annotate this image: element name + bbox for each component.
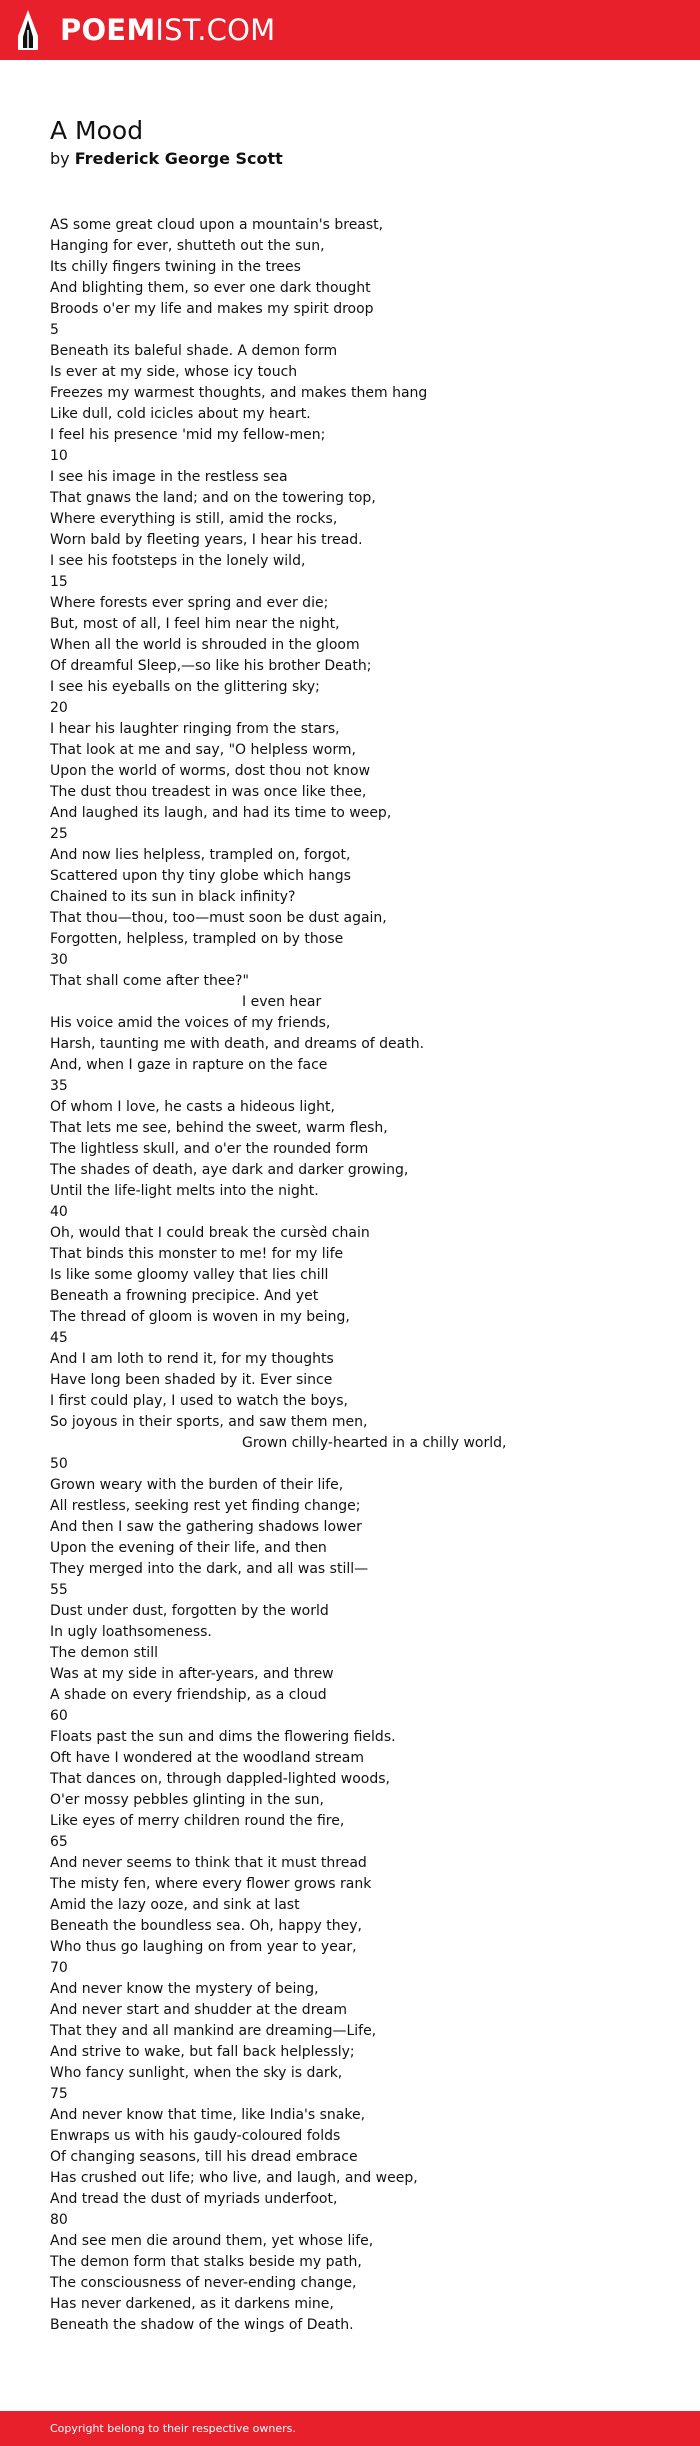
- poem-line: Worn bald by fleeting years, I hear his tread.: [50, 532, 363, 548]
- poem-line: And I am loth to rend it, for my thoughts: [50, 1351, 334, 1367]
- poem-line: Oft have I wondered at the woodland stream: [50, 1750, 364, 1766]
- poem-line: Where everything is still, amid the rocks,: [50, 511, 338, 527]
- poem-line: They merged into the dark, and all was still—: [50, 1561, 369, 1577]
- poem-line: The consciousness of never-ending change,: [50, 2275, 357, 2291]
- line-number: 80: [50, 2212, 68, 2228]
- poem-line: Dust under dust, forgotten by the world: [50, 1603, 329, 1619]
- poem-content: [50, 116, 670, 2336]
- poem-line: Harsh, taunting me with death, and dreams of death.: [50, 1036, 425, 1052]
- line-number: 75: [50, 2086, 68, 2102]
- line-number: 35: [50, 1078, 68, 1094]
- line-number: 30: [50, 952, 68, 968]
- poem-line: I see his eyeballs on the glittering sky;: [50, 679, 320, 695]
- poem-line: Like dull, cold icicles about my heart.: [50, 406, 311, 422]
- poem-line: And never know that time, like India's snake,: [50, 2107, 366, 2123]
- poem-line: The demon still: [50, 1645, 158, 1661]
- pen-nib-icon[interactable]: [18, 10, 38, 50]
- poem-line: And blighting them, so ever one dark thought: [50, 280, 371, 296]
- poem-line: Of whom I love, he casts a hideous light,: [50, 1099, 335, 1115]
- site-header: [0, 0, 700, 60]
- poem-line: Is ever at my side, whose icy touch: [50, 364, 298, 380]
- poem-line: I even hear: [242, 994, 322, 1010]
- line-number: 15: [50, 574, 68, 590]
- poem-line: That look at me and say, "O helpless worm,: [50, 742, 356, 758]
- poem-line: Beneath the shadow of the wings of Death.: [50, 2317, 354, 2333]
- poem-line: Forgotten, helpless, trampled on by those: [50, 931, 344, 947]
- poem-line: Until the life-light melts into the night.: [50, 1183, 319, 1199]
- line-number: 70: [50, 1960, 68, 1976]
- poem-line: That shall come after thee?": [50, 973, 249, 989]
- line-number: 50: [50, 1456, 68, 1472]
- poem-line: Is like some gloomy valley that lies chill: [50, 1267, 329, 1283]
- author-name[interactable]: Frederick George Scott: [74, 149, 283, 168]
- poem-line: I hear his laughter ringing from the stars,: [50, 721, 340, 737]
- poem-line: That binds this monster to me! for my life: [50, 1246, 344, 1262]
- poem-body: [50, 215, 670, 2336]
- poem-line: That thou—thou, too—must soon be dust again,: [50, 910, 387, 926]
- poem-line: Of dreamful Sleep,—so like his brother Death;: [50, 658, 372, 674]
- logo-text-bold: POEM: [60, 13, 156, 47]
- poem-line: In ugly loathsomeness.: [50, 1624, 212, 1640]
- poem-line: I feel his presence 'mid my fellow-men;: [50, 427, 326, 443]
- poem-line: Grown chilly-hearted in a chilly world,: [242, 1435, 507, 1451]
- poem-title: A Mood: [50, 116, 144, 145]
- poem-line: And never know the mystery of being,: [50, 1981, 319, 1997]
- line-number: 60: [50, 1708, 68, 1724]
- poem-line: Amid the lazy ooze, and sink at last: [50, 1897, 300, 1913]
- poem-line: And see men die around them, yet whose life,: [50, 2233, 374, 2249]
- poem-line: And laughed its laugh, and had its time to weep,: [50, 805, 392, 821]
- poem-line: Scattered upon thy tiny globe which hangs: [50, 868, 351, 884]
- line-number: 45: [50, 1330, 68, 1346]
- poem-line: Hanging for ever, shutteth out the sun,: [50, 238, 325, 254]
- poem-line: That dances on, through dappled-lighted woods,: [50, 1771, 391, 1787]
- poem-line: And now lies helpless, trampled on, forgot,: [50, 847, 351, 863]
- poem-line: Has crushed out life; who live, and laugh, and weep,: [50, 2170, 418, 2186]
- poem-line: The dust thou treadest in was once like thee,: [50, 784, 367, 800]
- poem-line: Oh, would that I could break the cursèd chain: [50, 1225, 370, 1241]
- poem-line: But, most of all, I feel him near the night,: [50, 616, 340, 632]
- line-number: 5: [50, 322, 59, 338]
- poem-line: Has never darkened, as it darkens mine,: [50, 2296, 334, 2312]
- line-number: 65: [50, 1834, 68, 1850]
- poem-line: The lightless skull, and o'er the rounded form: [50, 1141, 369, 1157]
- poem-line: Who fancy sunlight, when the sky is dark,: [50, 2065, 343, 2081]
- poem-line: And, when I gaze in rapture on the face: [50, 1057, 328, 1073]
- poem-line: Beneath its baleful shade. A demon form: [50, 343, 338, 359]
- poem-line: O'er mossy pebbles glinting in the sun,: [50, 1792, 324, 1808]
- poem-line: And strive to wake, but fall back helplessly;: [50, 2044, 355, 2060]
- poem-line: And never seems to think that it must thread: [50, 1855, 367, 1871]
- poem-line: Grown weary with the burden of their life,: [50, 1477, 344, 1493]
- line-number: 20: [50, 700, 68, 716]
- poem-line: Upon the world of worms, dost thou not know: [50, 763, 371, 779]
- poem-line: His voice amid the voices of my friends,: [50, 1015, 331, 1031]
- line-number: 55: [50, 1582, 68, 1598]
- line-number: 10: [50, 448, 68, 464]
- poem-line: The shades of death, aye dark and darker growing,: [50, 1162, 409, 1178]
- poem-line: The misty fen, where every flower grows rank: [50, 1876, 372, 1892]
- poem-line: Like eyes of merry children round the fire,: [50, 1813, 345, 1829]
- poem-line: Beneath a frowning precipice. And yet: [50, 1288, 319, 1304]
- poem-line: Was at my side in after-years, and threw: [50, 1666, 334, 1682]
- site-footer: [0, 2411, 700, 2446]
- site-logo[interactable]: [60, 12, 275, 48]
- poem-line: The thread of gloom is woven in my being,: [50, 1309, 350, 1325]
- poem-line: That lets me see, behind the sweet, warm flesh,: [50, 1120, 388, 1136]
- poem-line: I first could play, I used to watch the boys,: [50, 1393, 348, 1409]
- logo-text-light: IST.COM: [155, 13, 276, 47]
- poem-line: That gnaws the land; and on the towering top,: [50, 490, 376, 506]
- poem-line: Who thus go laughing on from year to year,: [50, 1939, 357, 1955]
- poem-line: Have long been shaded by it. Ever since: [50, 1372, 333, 1388]
- poem-line: Where forests ever spring and ever die;: [50, 595, 329, 611]
- poem-line: And tread the dust of myriads underfoot,: [50, 2191, 338, 2207]
- poem-line: That they and all mankind are dreaming—Life,: [50, 2023, 377, 2039]
- poem-line: Upon the evening of their life, and then: [50, 1540, 327, 1556]
- poem-line: And never start and shudder at the dream: [50, 2002, 347, 2018]
- poem-line: So joyous in their sports, and saw them men,: [50, 1414, 368, 1430]
- poem-line: Broods o'er my life and makes my spirit droop: [50, 301, 374, 317]
- line-number: 25: [50, 826, 68, 842]
- byline: [50, 148, 670, 170]
- copyright-text: Copyright belong to their respective owners.: [50, 2422, 296, 2435]
- poem-line: Its chilly fingers twining in the trees: [50, 259, 301, 275]
- poem-line: And then I saw the gathering shadows lower: [50, 1519, 362, 1535]
- poem-line: All restless, seeking rest yet finding change;: [50, 1498, 361, 1514]
- poem-line: The demon form that stalks beside my path,: [50, 2254, 362, 2270]
- poem-line: Beneath the boundless sea. Oh, happy they,: [50, 1918, 362, 1934]
- poem-line: Floats past the sun and dims the flowering fields.: [50, 1729, 396, 1745]
- poem-line: AS some great cloud upon a mountain's breast,: [50, 217, 384, 233]
- poem-line: A shade on every friendship, as a cloud: [50, 1687, 327, 1703]
- poem-line: I see his image in the restless sea: [50, 469, 288, 485]
- line-number: 40: [50, 1204, 68, 1220]
- by-label: by: [50, 149, 70, 168]
- poem-line: When all the world is shrouded in the gloom: [50, 637, 360, 653]
- poem-line: I see his footsteps in the lonely wild,: [50, 553, 306, 569]
- poem-line: Chained to its sun in black infinity?: [50, 889, 296, 905]
- poem-line: Of changing seasons, till his dread embrace: [50, 2149, 358, 2165]
- poem-line: Enwraps us with his gaudy-coloured folds: [50, 2128, 341, 2144]
- poem-line: Freezes my warmest thoughts, and makes them hang: [50, 385, 428, 401]
